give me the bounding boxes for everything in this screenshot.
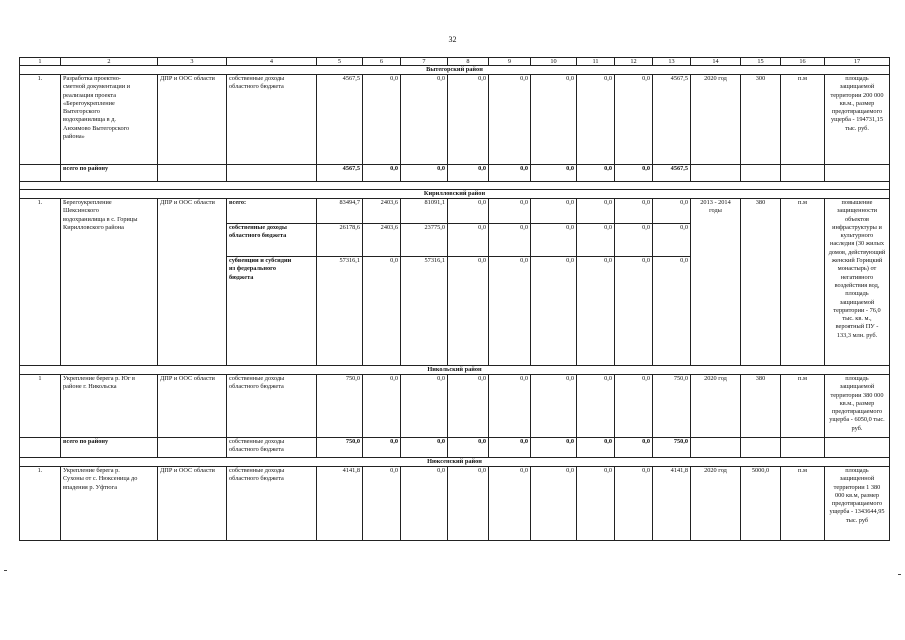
text-line: культурного xyxy=(840,232,874,240)
amount-cell: 0,0 xyxy=(401,438,448,458)
spacer-row xyxy=(20,182,890,190)
text-line: территории 200 000 xyxy=(830,91,884,99)
expected-result xyxy=(825,467,890,541)
column-number: 5 xyxy=(317,58,363,66)
amount-cell: 0,0 xyxy=(489,257,531,366)
amount-cell: 0,0 xyxy=(531,375,577,438)
column-number: 14 xyxy=(691,58,741,66)
text-line: наследия (30 жилых xyxy=(829,240,885,248)
text-line: тыс. руб xyxy=(845,516,869,524)
column-number: 7 xyxy=(401,58,448,66)
text-line: реализация проекта xyxy=(63,91,117,99)
amount-cell: 0,0 xyxy=(448,75,489,165)
period: 2020 год xyxy=(691,375,741,438)
amount-cell: 0,0 xyxy=(577,375,615,438)
text-line: площадь xyxy=(845,75,869,82)
text-line: Вытегорского xyxy=(63,108,100,116)
text-line: областного бюджета xyxy=(229,446,284,454)
table-cell xyxy=(741,438,781,458)
text-line: областного бюджета xyxy=(229,383,284,391)
district-total-row xyxy=(20,438,890,458)
amount-cell: 0,0 xyxy=(448,375,489,438)
text-line: защищаемой xyxy=(839,83,875,91)
text-line: субвенции и субсидии xyxy=(229,257,292,264)
table-cell xyxy=(781,165,825,182)
amount-cell: 0,0 xyxy=(615,375,653,438)
amount-cell: 0,0 xyxy=(531,165,577,182)
text-line: областного бюджета xyxy=(229,83,284,91)
table-cell xyxy=(158,165,227,182)
text-line: районе г. Никольска xyxy=(63,383,117,391)
amount-cell: 0,0 xyxy=(577,165,615,182)
quantity: 380 xyxy=(741,375,781,438)
amount-cell: 83494,7 xyxy=(317,199,363,224)
row-number: 1. xyxy=(20,199,61,366)
table-cell xyxy=(158,438,227,458)
column-number: 15 xyxy=(741,58,781,66)
amount-cell: 0,0 xyxy=(577,75,615,165)
funding-source xyxy=(227,375,317,438)
amount-cell: 0,0 xyxy=(401,75,448,165)
amount-cell: 0,0 xyxy=(448,467,489,541)
text-line: негативного xyxy=(840,273,874,281)
column-number: 1 xyxy=(20,58,61,66)
period xyxy=(691,199,741,366)
column-number: 4 xyxy=(227,58,317,66)
unit: п.м xyxy=(781,467,825,541)
text-line: ущерба - 1343644,95 xyxy=(829,508,885,516)
amount-cell: 0,0 xyxy=(363,438,401,458)
amount-cell: 0,0 xyxy=(577,467,615,541)
page-number: 32 xyxy=(448,35,457,44)
text-line: площадь xyxy=(845,467,869,474)
text-line: защищаемой xyxy=(839,298,875,306)
amount-cell: 0,0 xyxy=(577,224,615,257)
amount-cell: 0,0 xyxy=(401,467,448,541)
text-line: 133,3 млн. руб. xyxy=(836,331,878,339)
text-line: водохранилища в с. Горицы xyxy=(63,215,138,223)
amount-cell: 4567,5 xyxy=(653,75,691,165)
amount-cell: 4141,8 xyxy=(653,467,691,541)
district-title: Кирилловский район xyxy=(20,190,890,199)
row-number: 1. xyxy=(20,75,61,165)
amount-cell: 0,0 xyxy=(489,375,531,438)
table-row xyxy=(20,199,890,224)
district-row xyxy=(20,366,890,375)
district-row xyxy=(20,458,890,467)
column-number: 10 xyxy=(531,58,577,66)
funding-source xyxy=(227,75,317,165)
amount-cell: 0,0 xyxy=(615,75,653,165)
text-line: Укрепление берега р. xyxy=(63,467,120,474)
column-number: 11 xyxy=(577,58,615,66)
text-line: территории - 76,0 xyxy=(833,306,881,314)
text-line: 2013 - 2014 xyxy=(700,199,731,206)
text-line: собственные доходы xyxy=(229,75,285,82)
district-row xyxy=(20,190,890,199)
amount-cell: 750,0 xyxy=(653,438,691,458)
amount-cell: 0,0 xyxy=(577,438,615,458)
text-line: Берегоукрепление xyxy=(63,199,112,206)
text-line: собственные доходы xyxy=(229,224,287,231)
district-title: Вытегорский район xyxy=(20,66,890,75)
district-title: Нюксенский район xyxy=(20,458,890,467)
quantity: 380 xyxy=(741,199,781,366)
funding-source xyxy=(227,224,317,257)
amount-cell: 0,0 xyxy=(577,199,615,224)
table-cell xyxy=(691,438,741,458)
quantity: 5000,0 xyxy=(741,467,781,541)
total-label: всего по району xyxy=(61,165,158,182)
amount-cell: 4141,8 xyxy=(317,467,363,541)
column-number-row xyxy=(20,58,890,66)
text-line: собственные доходы xyxy=(229,467,285,474)
text-line: домов, действующий xyxy=(828,248,886,256)
amount-cell: 2403,6 xyxy=(363,199,401,224)
funding-source xyxy=(227,438,317,458)
text-line: годы xyxy=(709,207,722,215)
row-number: 1 xyxy=(20,375,61,438)
table-cell xyxy=(741,165,781,182)
amount-cell: 0,0 xyxy=(363,257,401,366)
amount-cell: 0,0 xyxy=(615,467,653,541)
amount-cell: 0,0 xyxy=(531,257,577,366)
funding-source: всего: xyxy=(227,199,317,224)
text-line: монастырь) от xyxy=(837,265,877,273)
amount-cell: 0,0 xyxy=(653,199,691,224)
table-cell xyxy=(20,182,890,190)
text-line: впадения р. Уфтюга xyxy=(63,483,118,491)
amount-cell: 0,0 xyxy=(615,199,653,224)
unit: п.м xyxy=(781,199,825,366)
text-line: областного бюджета xyxy=(229,475,284,483)
text-line: «Берегоукрепление xyxy=(63,99,115,107)
table-row xyxy=(20,467,890,541)
text-line: из федерального xyxy=(229,265,276,273)
table-cell xyxy=(825,438,890,458)
text-line: 000 кв.м, размер xyxy=(834,491,880,499)
text-line: площадь xyxy=(845,290,869,298)
amount-cell: 4567,5 xyxy=(653,165,691,182)
text-line: областного бюджета xyxy=(229,232,287,240)
amount-cell: 0,0 xyxy=(448,199,489,224)
table-cell xyxy=(825,165,890,182)
amount-cell: 0,0 xyxy=(577,257,615,366)
amount-cell: 0,0 xyxy=(653,224,691,257)
table-row xyxy=(20,375,890,438)
text-line: предотвращаемого xyxy=(831,408,883,416)
text-line: территории 1 380 xyxy=(833,483,881,491)
expected-result xyxy=(825,199,890,366)
table-cell xyxy=(20,165,61,182)
text-line: женский Горицкий xyxy=(831,257,883,265)
amount-cell: 0,0 xyxy=(615,257,653,366)
text-line: водохранилища в д. xyxy=(63,116,116,124)
amount-cell: 4567,5 xyxy=(317,75,363,165)
column-number: 2 xyxy=(61,58,158,66)
column-number: 17 xyxy=(825,58,890,66)
table-cell xyxy=(781,438,825,458)
program-table xyxy=(19,57,890,541)
amount-cell: 0,0 xyxy=(448,257,489,366)
text-line: защищаемой xyxy=(839,383,875,391)
amount-cell: 23775,0 xyxy=(401,224,448,257)
measure-name xyxy=(61,375,158,438)
text-line: собственные доходы xyxy=(229,438,285,445)
amount-cell: 0,0 xyxy=(489,199,531,224)
amount-cell: 0,0 xyxy=(531,467,577,541)
executor: ДПР и ООС области xyxy=(158,199,227,366)
table-cell xyxy=(227,165,317,182)
text-line: ущерба - 194731,15 xyxy=(831,116,883,124)
amount-cell: 0,0 xyxy=(363,467,401,541)
expected-result xyxy=(825,75,890,165)
measure-name xyxy=(61,467,158,541)
measure-name xyxy=(61,75,158,165)
amount-cell: 26178,6 xyxy=(317,224,363,257)
text-line: Анхимово Вытегорского xyxy=(63,124,130,132)
amount-cell: 0,0 xyxy=(489,467,531,541)
executor: ДПР и ООС области xyxy=(158,467,227,541)
amount-cell: 0,0 xyxy=(489,165,531,182)
amount-cell: 0,0 xyxy=(615,165,653,182)
amount-cell: 0,0 xyxy=(531,75,577,165)
amount-cell: 0,0 xyxy=(363,375,401,438)
text-line: предотвращаемого xyxy=(831,500,883,508)
column-number: 8 xyxy=(448,58,489,66)
text-line: воздействия вод, xyxy=(834,281,880,289)
text-line: площадь xyxy=(845,375,869,382)
amount-cell: 0,0 xyxy=(489,75,531,165)
funding-source xyxy=(227,467,317,541)
text-line: территории 380 000 xyxy=(830,391,884,399)
column-number: 16 xyxy=(781,58,825,66)
text-line: руб. xyxy=(851,424,863,432)
unit: п.м xyxy=(781,75,825,165)
amount-cell: 750,0 xyxy=(653,375,691,438)
amount-cell: 0,0 xyxy=(401,165,448,182)
table-row xyxy=(20,75,890,165)
amount-cell: 57316,1 xyxy=(401,257,448,366)
text-line: собственные доходы xyxy=(229,375,285,382)
text-line: вероятный ПУ - xyxy=(835,323,879,331)
text-line: Сухоны от с. Нюксеница до xyxy=(63,475,138,483)
scan-artifact xyxy=(898,574,901,575)
district-total-row xyxy=(20,165,890,182)
amount-cell: 0,0 xyxy=(615,224,653,257)
amount-cell: 0,0 xyxy=(448,165,489,182)
unit: п.м xyxy=(781,375,825,438)
column-number: 3 xyxy=(158,58,227,66)
text-line: тыс. кв. м., xyxy=(842,315,872,323)
amount-cell: 0,0 xyxy=(448,224,489,257)
text-line: кв.м., размер xyxy=(839,399,875,407)
amount-cell: 4567,5 xyxy=(317,165,363,182)
text-line: района» xyxy=(63,133,85,141)
text-line: Кирилловского района xyxy=(63,223,124,231)
text-line: Шексинского xyxy=(63,207,99,215)
column-number: 12 xyxy=(615,58,653,66)
text-line: защищенности xyxy=(836,207,878,215)
amount-cell: 81091,1 xyxy=(401,199,448,224)
amount-cell: 0,0 xyxy=(363,165,401,182)
amount-cell: 750,0 xyxy=(317,438,363,458)
amount-cell: 0,0 xyxy=(531,224,577,257)
text-line: тыс. руб. xyxy=(845,124,869,132)
amount-cell: 0,0 xyxy=(489,224,531,257)
text-line: предотвращаемого xyxy=(831,108,883,116)
period: 2020 год xyxy=(691,467,741,541)
district-row xyxy=(20,66,890,75)
text-line: повышение xyxy=(841,199,873,206)
table-cell xyxy=(691,165,741,182)
text-line: Укрепление берега р. Юг в xyxy=(63,375,136,382)
column-number: 6 xyxy=(363,58,401,66)
quantity: 300 xyxy=(741,75,781,165)
total-label: всего по району xyxy=(61,438,158,458)
amount-cell: 0,0 xyxy=(363,75,401,165)
amount-cell: 0,0 xyxy=(531,438,577,458)
text-line: объектов xyxy=(844,215,869,223)
column-number: 13 xyxy=(653,58,691,66)
executor: ДПР и ООС области xyxy=(158,375,227,438)
scan-artifact xyxy=(4,570,7,571)
amount-cell: 0,0 xyxy=(653,257,691,366)
amount-cell: 0,0 xyxy=(448,438,489,458)
text-line: Разработка проектно- xyxy=(63,75,121,82)
table-cell xyxy=(20,438,61,458)
text-line: инфраструктуры и xyxy=(832,223,882,231)
amount-cell: 0,0 xyxy=(489,438,531,458)
amount-cell: 750,0 xyxy=(317,375,363,438)
executor: ДПР и ООС области xyxy=(158,75,227,165)
amount-cell: 57316,1 xyxy=(317,257,363,366)
district-title: Никольский район xyxy=(20,366,890,375)
amount-cell: 0,0 xyxy=(615,438,653,458)
period: 2020 год xyxy=(691,75,741,165)
amount-cell: 0,0 xyxy=(531,199,577,224)
column-number: 9 xyxy=(489,58,531,66)
text-line: бюджета xyxy=(229,273,254,281)
text-line: сметной документации и xyxy=(63,83,131,91)
expected-result xyxy=(825,375,890,438)
measure-name xyxy=(61,199,158,366)
amount-cell: 0,0 xyxy=(401,375,448,438)
text-line: ущерба - 6050,0 тыс. xyxy=(829,416,885,424)
amount-cell: 2403,6 xyxy=(363,224,401,257)
row-number: 1. xyxy=(20,467,61,541)
text-line: защищенной xyxy=(839,475,875,483)
funding-source xyxy=(227,257,317,366)
text-line: кв.м., размер xyxy=(839,99,875,107)
